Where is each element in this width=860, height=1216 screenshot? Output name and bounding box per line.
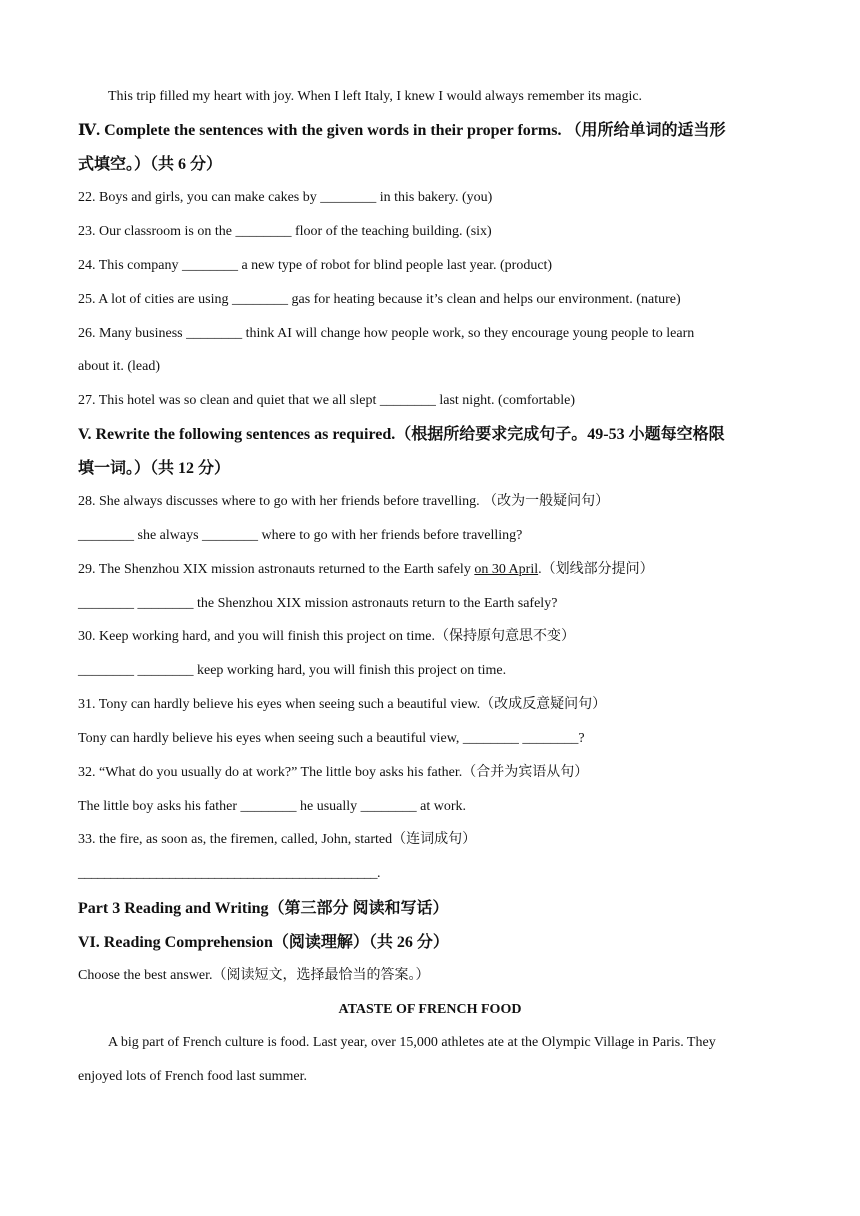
question-31-answer: Tony can hardly believe his eyes when seeing such a beautiful view, ________ ________? — [78, 731, 585, 746]
article-title: ATASTE OF FRENCH FOOD — [338, 1002, 522, 1017]
question-22: 22. Boys and girls, you can make cakes by ________ in this bakery. (you) — [78, 190, 493, 205]
reading-instruction: Choose the best answer.（阅读短文，选择最恰当的答案。） — [78, 968, 430, 983]
question-23: 23. Our classroom is on the ________ floor of the teaching building. (six) — [78, 224, 492, 239]
question-26-cont: about it. (lead) — [78, 359, 161, 374]
question-29-text: 29. The Shenzhou XIX mission astronauts returned to the Earth safely — [78, 562, 475, 577]
section-v-heading: V. Rewrite the following sentences as required.（根据所给要求完成句子。49-53 小题每空格限 — [78, 426, 725, 443]
section-iv-heading-cont: 式填空。）（共 6 分） — [78, 156, 223, 173]
question-30-answer: ________ ________ keep working hard, you will finish this project on time. — [78, 663, 507, 678]
question-30: 30. Keep working hard, and you will finish this project on time.（保持原句意思不变） — [78, 629, 575, 644]
question-31: 31. Tony can hardly believe his eyes when seeing such a beautiful view.（改成反意疑问句） — [78, 697, 607, 712]
part-3-heading: Part 3 Reading and Writing（第三部分 阅读和写话） — [78, 900, 449, 917]
passage-closing-line: This trip filled my heart with joy. When I left Italy, I knew I would always remember its magic. — [108, 89, 643, 104]
question-28-answer: ________ she always ________ where to go with her friends before travelling? — [78, 528, 523, 543]
question-29-underlined: on 30 April — [474, 562, 539, 577]
question-26: 26. Many business ________ think AI will change how people work, so they encourage young people to learn — [78, 326, 695, 341]
question-32: 32. “What do you usually do at work?” The little boy asks his father.（合并为宾语从句） — [78, 765, 589, 780]
question-25: 25. A lot of cities are using ________ gas for heating because it’s clean and helps our environment. (nature) — [78, 292, 681, 307]
article-paragraph-1: A big part of French culture is food. Last year, over 15,000 athletes ate at the Olympic Village in Paris. They — [108, 1035, 716, 1050]
question-29 — [78, 561, 788, 579]
question-33-answer: ______________________________________________. — [78, 866, 380, 881]
question-24: 24. This company ________ a new type of robot for blind people last year. (product) — [78, 258, 553, 273]
section-v-heading-cont: 填一词。）（共 12 分） — [78, 460, 231, 477]
question-29-instruction: .（划线部分提问） — [538, 562, 654, 577]
question-29-answer: ________ ________ the Shenzhou XIX mission astronauts return to the Earth safely? — [78, 596, 558, 611]
question-28: 28. She always discusses where to go with her friends before travelling. （改为一般疑问句） — [78, 494, 610, 509]
section-vi-heading: VI. Reading Comprehension（阅读理解）（共 26 分） — [78, 934, 449, 951]
question-32-answer: The little boy asks his father ________ he usually ________ at work. — [78, 799, 467, 814]
section-iv-heading: Ⅳ. Complete the sentences with the given words in their proper forms. （用所给单词的适当形 — [78, 122, 726, 139]
question-27: 27. This hotel was so clean and quiet that we all slept ________ last night. (comfortable) — [78, 393, 576, 408]
article-paragraph-1-cont: enjoyed lots of French food last summer. — [78, 1069, 308, 1084]
question-33: 33. the fire, as soon as, the firemen, called, John, started（连词成句） — [78, 832, 477, 847]
